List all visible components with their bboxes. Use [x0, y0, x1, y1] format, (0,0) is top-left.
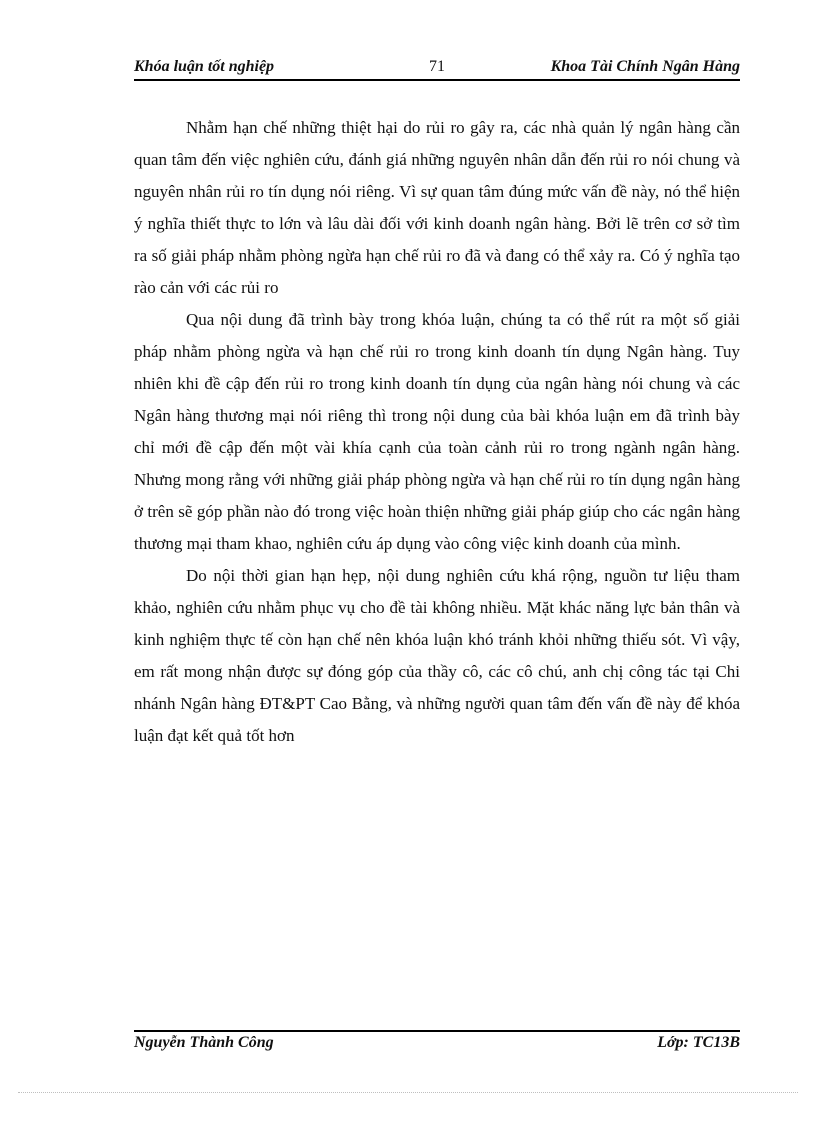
- page-number: 71: [429, 58, 445, 75]
- footer-author: Nguyễn Thành Công: [134, 1034, 274, 1051]
- body-text: [134, 112, 740, 752]
- footer-class: Lớp: TC13B: [657, 1034, 740, 1051]
- footer-divider: [134, 1030, 740, 1032]
- header-faculty-label: Khoa Tài Chính Ngân Hàng: [550, 58, 740, 75]
- paragraph-3: Do nội thời gian hạn hẹp, nội dung nghiên cứu khá rộng, nguồn tư liệu tham khảo, nghiên cứu nhằm phục vụ cho đề tài không nhiều. Mặt khác năng lực bản thân và kinh nghiệm thực tế còn hạn chế nên khóa luận khó tránh khỏi những thiếu sót. Vì vậy, em rất mong nhận được sự đóng góp của thầy cô, các cô chú, anh chị công tác tại Chi nhánh Ngân hàng ĐT&PT Cao Bằng, và những người quan tâm đến vấn đề này để khóa luận đạt kết quả tốt hơn: [134, 566, 740, 745]
- header-divider: [134, 79, 740, 81]
- paragraph-2: Qua nội dung đã trình bày trong khóa luận, chúng ta có thể rút ra một số giải pháp nhằm phòng ngừa và hạn chế rủi ro trong kinh doanh tín dụng Ngân hàng. Tuy nhiên khi đề cập đến rủi ro trong kinh doanh tín dụng của ngân hàng nói chung và các Ngân hàng thương mại nói riêng thì trong nội dung của bài khóa luận em đã trình bày chỉ mới đề cập đến một vài khía cạnh của toàn cảnh rủi ro trong ngành ngân hàng. Nhưng mong rằng với những giải pháp phòng ngừa và hạn chế rủi ro tín dụng ngân hàng ở trên sẽ góp phần nào đó trong việc hoàn thiện những giải pháp giúp cho các ngân hàng thương mại tham khao, nghiên cứu áp dụng vào công việc kinh doanh của mình.: [134, 310, 740, 553]
- page-footer: [134, 1034, 740, 1058]
- paragraph-1: Nhằm hạn chế những thiệt hại do rủi ro gây ra, các nhà quản lý ngân hàng cần quan tâm đến việc nghiên cứu, đánh giá những nguyên nhân dẫn đến rủi ro nói chung và nguyên nhân rủi ro tín dụng nói riêng. Vì sự quan tâm đúng mức vấn đề này, nó thể hiện ý nghĩa thiết thực to lớn và lâu dài đối với kinh doanh ngân hàng. Bởi lẽ trên cơ sở tìm ra số giải pháp nhằm phòng ngừa hạn chế rủi ro đã và đang có thể xảy ra. Có ý nghĩa tạo rào cản với các rủi ro: [134, 118, 740, 297]
- page-edge-dotted-line: [18, 1092, 798, 1093]
- header-thesis-label: Khóa luận tốt nghiệp: [134, 58, 275, 75]
